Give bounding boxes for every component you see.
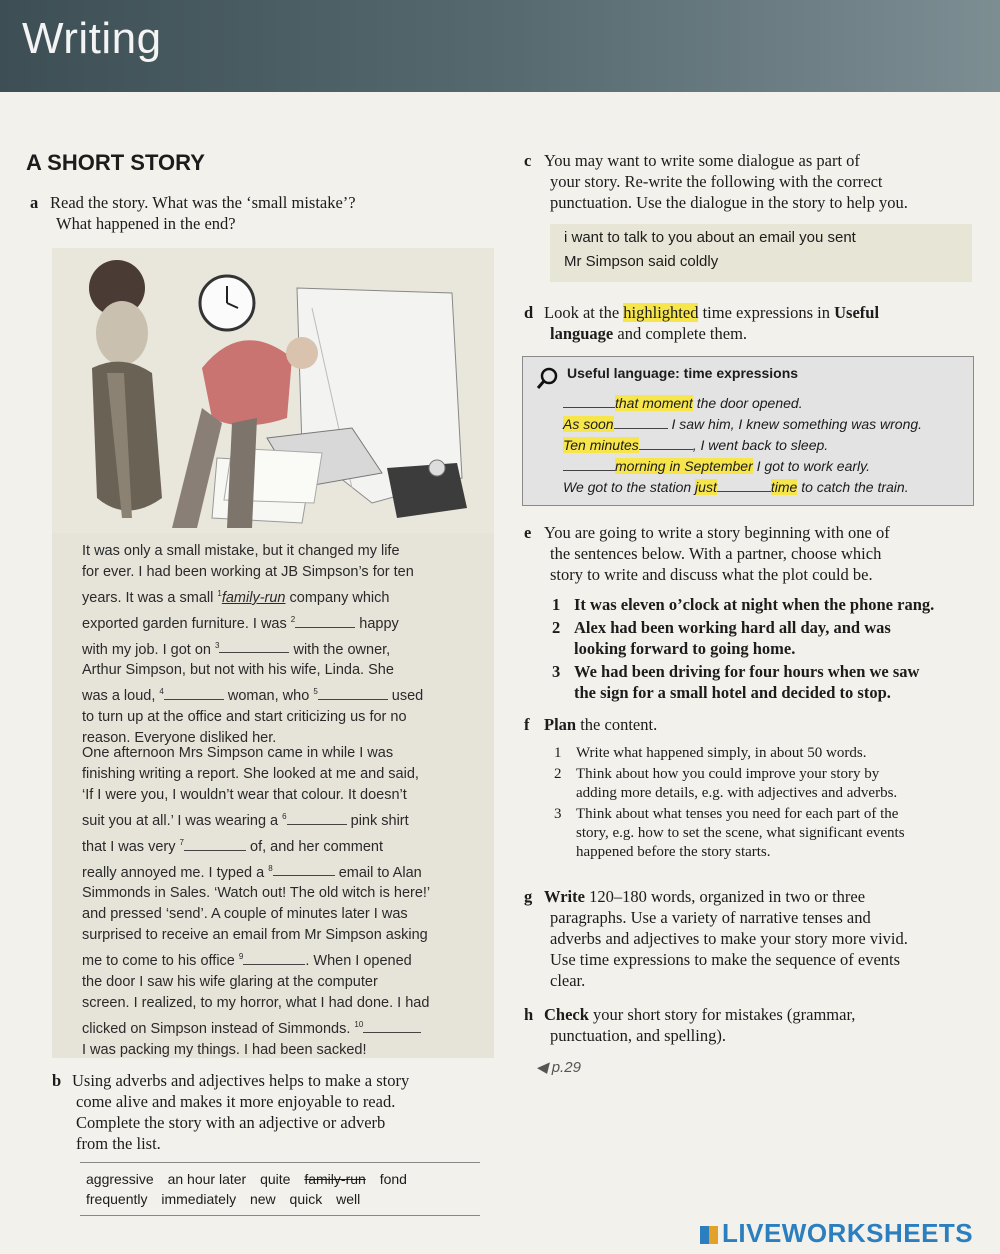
gap-8-input[interactable] — [273, 875, 335, 876]
story-text: with the owner, — [293, 641, 391, 658]
story-option — [552, 617, 982, 638]
step-number: 2 — [554, 766, 562, 782]
story-paragraph-2 — [82, 743, 472, 1061]
word-option: quite — [260, 1171, 291, 1187]
expression-text: I got to work early. — [756, 458, 870, 474]
option-number: 2 — [552, 618, 561, 637]
story-line: I was packing my things. I had been sacked! — [82, 1042, 367, 1059]
gap-2-input[interactable] — [295, 627, 355, 628]
question-b — [52, 1070, 482, 1154]
story-line: for ever. I had been working at JB Simpson’s for ten — [82, 564, 414, 580]
word-option: well — [336, 1191, 361, 1207]
story-line: reason. Everyone disliked her. — [82, 730, 277, 747]
question-g-line: clear. — [550, 971, 586, 990]
liveworksheets-logo — [700, 1218, 973, 1249]
question-d-bold: Useful — [834, 303, 880, 322]
question-a-line2: What happened in the end? — [56, 214, 236, 233]
word-option: aggressive — [86, 1171, 154, 1187]
gap-7-input[interactable] — [184, 850, 246, 851]
highlighted-phrase: that moment — [615, 395, 693, 411]
back-arrow-icon: ◀ — [536, 1059, 548, 1076]
story-line: ‘If I were you, I wouldn’t wear that colour. It doesn’t — [82, 787, 407, 803]
question-g-line: adverbs and adjectives to make your story more vivid. — [550, 929, 908, 948]
story-options — [552, 594, 982, 703]
dialogue-box — [550, 224, 972, 282]
expression-text: the door opened. — [696, 395, 803, 411]
story-text: used — [391, 688, 424, 705]
highlighted-phrase: Ten minutes — [563, 437, 639, 453]
story-text: with my job. I got on — [82, 641, 211, 658]
question-b-line: Complete the story with an adjective or adverb — [76, 1113, 386, 1132]
word-option: quick — [289, 1191, 323, 1207]
question-letter: g — [524, 887, 533, 906]
gap-number: 9 — [238, 952, 244, 962]
question-d — [524, 302, 974, 344]
story-text: clicked on Simpson instead of Simmonds. — [82, 1021, 351, 1038]
gap-10-input[interactable] — [363, 1032, 421, 1033]
question-f-bold: Plan — [544, 715, 577, 734]
dialogue-line: i want to talk to you about an email you sent — [564, 229, 856, 246]
step-text: Write what happened simply, in about 50 words. — [576, 745, 867, 761]
story-line — [82, 858, 472, 884]
useful-language-title: Useful language: time expressions — [567, 365, 799, 381]
gap-number: 3 — [214, 640, 220, 650]
gap-number: 8 — [268, 863, 273, 873]
story-line: the door I saw his wife glaring at the computer — [82, 974, 378, 991]
question-b-line: Using adverbs and adjectives helps to make a story — [72, 1071, 410, 1090]
story-line: Arthur Simpson, but not with his wife, Linda. She — [82, 662, 394, 679]
question-f — [524, 714, 974, 735]
question-letter: e — [524, 523, 532, 542]
story-text: years. It was a small — [82, 589, 214, 606]
gap-number: 2 — [290, 614, 296, 624]
question-g — [524, 886, 974, 991]
story-line: and pressed ‘send’. A couple of minutes later I was — [82, 906, 408, 923]
question-g-text: 120–180 words, organized in two or three — [589, 887, 866, 906]
story-line: Simmonds in Sales. ‘Watch out! The old witch is here!’ — [82, 885, 431, 902]
word-list-row — [86, 1169, 474, 1189]
question-g-bold: Write — [544, 887, 585, 906]
example-answer: family-run — [221, 589, 286, 606]
highlighted-phrase: morning in September — [615, 458, 753, 474]
question-letter: h — [524, 1005, 534, 1024]
story-line: to turn up at the office and start criticizing us for no — [82, 709, 407, 726]
gap-input[interactable] — [563, 470, 615, 471]
highlighted-phrase: As soon — [563, 416, 614, 432]
expression-text: We got to the station — [563, 479, 692, 495]
question-letter: b — [52, 1071, 62, 1090]
gap-9-input[interactable] — [243, 964, 305, 965]
story-line — [82, 946, 472, 972]
question-g-line: paragraphs. Use a variety of narrative tenses and — [550, 908, 871, 927]
question-d-text: Look at the — [544, 303, 620, 322]
story-option — [552, 661, 982, 682]
time-expression-line — [563, 414, 922, 435]
plan-step — [554, 765, 974, 784]
question-letter: f — [524, 715, 530, 734]
highlighted-word: highlighted — [623, 303, 699, 322]
gap-input[interactable] — [614, 428, 668, 429]
story-line: surprised to receive an email from Mr Simpson asking — [82, 927, 428, 944]
step-text: happened before the story starts. — [576, 844, 771, 860]
step-text: story, e.g. how to set the scene, what significant events — [576, 825, 905, 841]
page-reference-text: p.29 — [551, 1059, 581, 1076]
page-reference[interactable] — [536, 1058, 581, 1076]
word-list — [80, 1162, 480, 1216]
question-h — [524, 1004, 974, 1046]
time-expression-line — [563, 477, 922, 498]
story-paragraph-1 — [82, 541, 472, 749]
question-c-line: You may want to write some dialogue as part of — [544, 151, 860, 170]
story-text: . When I opened — [305, 953, 412, 970]
story-text: happy — [359, 615, 399, 632]
gap-input[interactable] — [563, 407, 615, 408]
story-line — [82, 609, 472, 635]
story-line: One afternoon Mrs Simpson came in while I was — [82, 745, 394, 761]
time-expression-line — [563, 435, 922, 456]
question-letter: d — [524, 303, 534, 322]
magnifier-icon — [535, 365, 561, 391]
story-line — [82, 1014, 472, 1040]
question-g-line: Use time expressions to make the sequence of events — [550, 950, 901, 969]
highlighted-phrase: time — [770, 479, 798, 495]
question-c — [524, 150, 974, 213]
story-text: email to Alan — [338, 864, 422, 881]
story-box — [52, 248, 494, 1058]
question-d-bold: language — [550, 324, 614, 343]
story-text: suit you at all.’ I was wearing a — [82, 812, 279, 829]
word-option: family-run — [304, 1171, 366, 1187]
option-text: Alex had been working hard all day, and was — [574, 618, 891, 637]
option-text: looking forward to going home. — [574, 639, 796, 658]
word-list-row — [86, 1189, 474, 1209]
plan-steps — [554, 744, 974, 862]
story-text: woman, who — [227, 688, 310, 705]
gap-3-input[interactable] — [219, 652, 289, 653]
story-option — [552, 594, 982, 615]
page-title: Writing — [22, 14, 162, 63]
question-b-line: come alive and makes it more enjoyable to read. — [76, 1092, 396, 1111]
question-h-text: your short story for mistakes (grammar, — [593, 1005, 856, 1024]
time-expression-line — [563, 393, 922, 414]
story-text: me to come to his office — [82, 953, 235, 970]
question-f-text: the content. — [580, 715, 658, 734]
time-expression-line — [563, 456, 922, 477]
story-line: finishing writing a report. She looked at me and said, — [82, 766, 419, 782]
question-h-bold: Check — [544, 1005, 589, 1024]
story-line — [82, 681, 472, 707]
question-e-line: the sentences below. With a partner, choose which — [550, 544, 882, 563]
story-line — [82, 806, 472, 832]
dialogue-line: Mr Simpson said coldly — [564, 253, 719, 270]
gap-input[interactable] — [639, 449, 693, 450]
option-number: 1 — [552, 595, 561, 614]
question-h-line: punctuation, and spelling). — [550, 1026, 726, 1045]
word-option: immediately — [161, 1191, 237, 1207]
question-letter: c — [524, 151, 532, 170]
highlighted-phrase: just — [695, 479, 717, 495]
gap-number: 10 — [354, 1020, 364, 1030]
step-text: Think about how you could improve your story by — [576, 766, 880, 782]
story-text: was a loud, — [82, 688, 156, 705]
useful-language-lines — [563, 393, 922, 498]
story-line — [82, 583, 472, 609]
question-e — [524, 522, 976, 585]
option-text: We had been driving for four hours when we saw — [574, 662, 920, 681]
expression-text: I saw him, I knew something was wrong. — [671, 416, 923, 432]
gap-number: 6 — [282, 812, 287, 821]
gap-number: 7 — [179, 837, 184, 847]
question-a-line1: Read the story. What was the ‘small mistake’? — [50, 193, 356, 212]
question-letter: a — [30, 193, 39, 212]
word-option: an hour later — [167, 1171, 247, 1187]
question-e-line: You are going to write a story beginning with one of — [544, 523, 890, 542]
question-d-text: time expressions in — [702, 303, 830, 322]
word-option: frequently — [86, 1191, 148, 1207]
story-illustration — [52, 248, 494, 533]
gap-number: 1 — [217, 589, 222, 598]
story-line — [82, 635, 472, 661]
story-text: of, and her comment — [250, 838, 383, 855]
header-banner — [0, 0, 1000, 92]
option-text: the sign for a small hotel and decided to stop. — [574, 683, 891, 702]
step-text: Think about what tenses you need for each part of the — [576, 806, 899, 822]
word-option: new — [249, 1191, 276, 1207]
step-number: 1 — [554, 745, 562, 761]
section-title: A SHORT STORY — [26, 150, 205, 175]
plan-step — [554, 805, 974, 824]
option-text: It was eleven o’clock at night when the phone rang. — [574, 595, 935, 614]
useful-language-box — [522, 356, 974, 506]
question-e-line: story to write and discuss what the plot could be. — [550, 565, 873, 584]
story-line: It was only a small mistake, but it changed my life — [82, 543, 400, 559]
story-text: that I was very — [82, 838, 176, 855]
story-text: really annoyed me. I typed a — [82, 864, 265, 881]
story-text: pink shirt — [350, 812, 409, 829]
step-text: adding more details, e.g. with adjectives and adverbs. — [576, 785, 898, 801]
plan-step — [554, 744, 974, 763]
gap-number: 4 — [159, 687, 164, 697]
gap-4-input[interactable] — [164, 699, 224, 700]
step-number: 3 — [554, 806, 562, 822]
story-line — [82, 832, 472, 858]
story-text: exported garden furniture. I was — [82, 615, 287, 632]
story-line: screen. I realized, to my horror, what I had done. I had — [82, 995, 430, 1012]
expression-text: to catch the train. — [801, 479, 909, 495]
question-c-line: your story. Re-write the following with the correct — [550, 172, 883, 191]
gap-6-input[interactable] — [287, 824, 347, 825]
gap-number: 5 — [313, 687, 318, 697]
word-option: fond — [379, 1171, 407, 1187]
expression-text: , I went back to sleep. — [692, 437, 829, 453]
question-c-line: punctuation. Use the dialogue in the story to help you. — [550, 193, 908, 212]
question-a — [30, 192, 470, 234]
logo-text: LIVEWORKSHEETS — [722, 1218, 974, 1248]
option-number: 3 — [552, 662, 561, 681]
gap-input[interactable] — [717, 491, 771, 492]
story-text: company which — [289, 589, 390, 606]
question-d-text: and complete them. — [617, 324, 748, 343]
gap-5-input[interactable] — [318, 699, 388, 700]
logo-icon — [700, 1226, 718, 1244]
question-b-line: from the list. — [76, 1134, 161, 1153]
